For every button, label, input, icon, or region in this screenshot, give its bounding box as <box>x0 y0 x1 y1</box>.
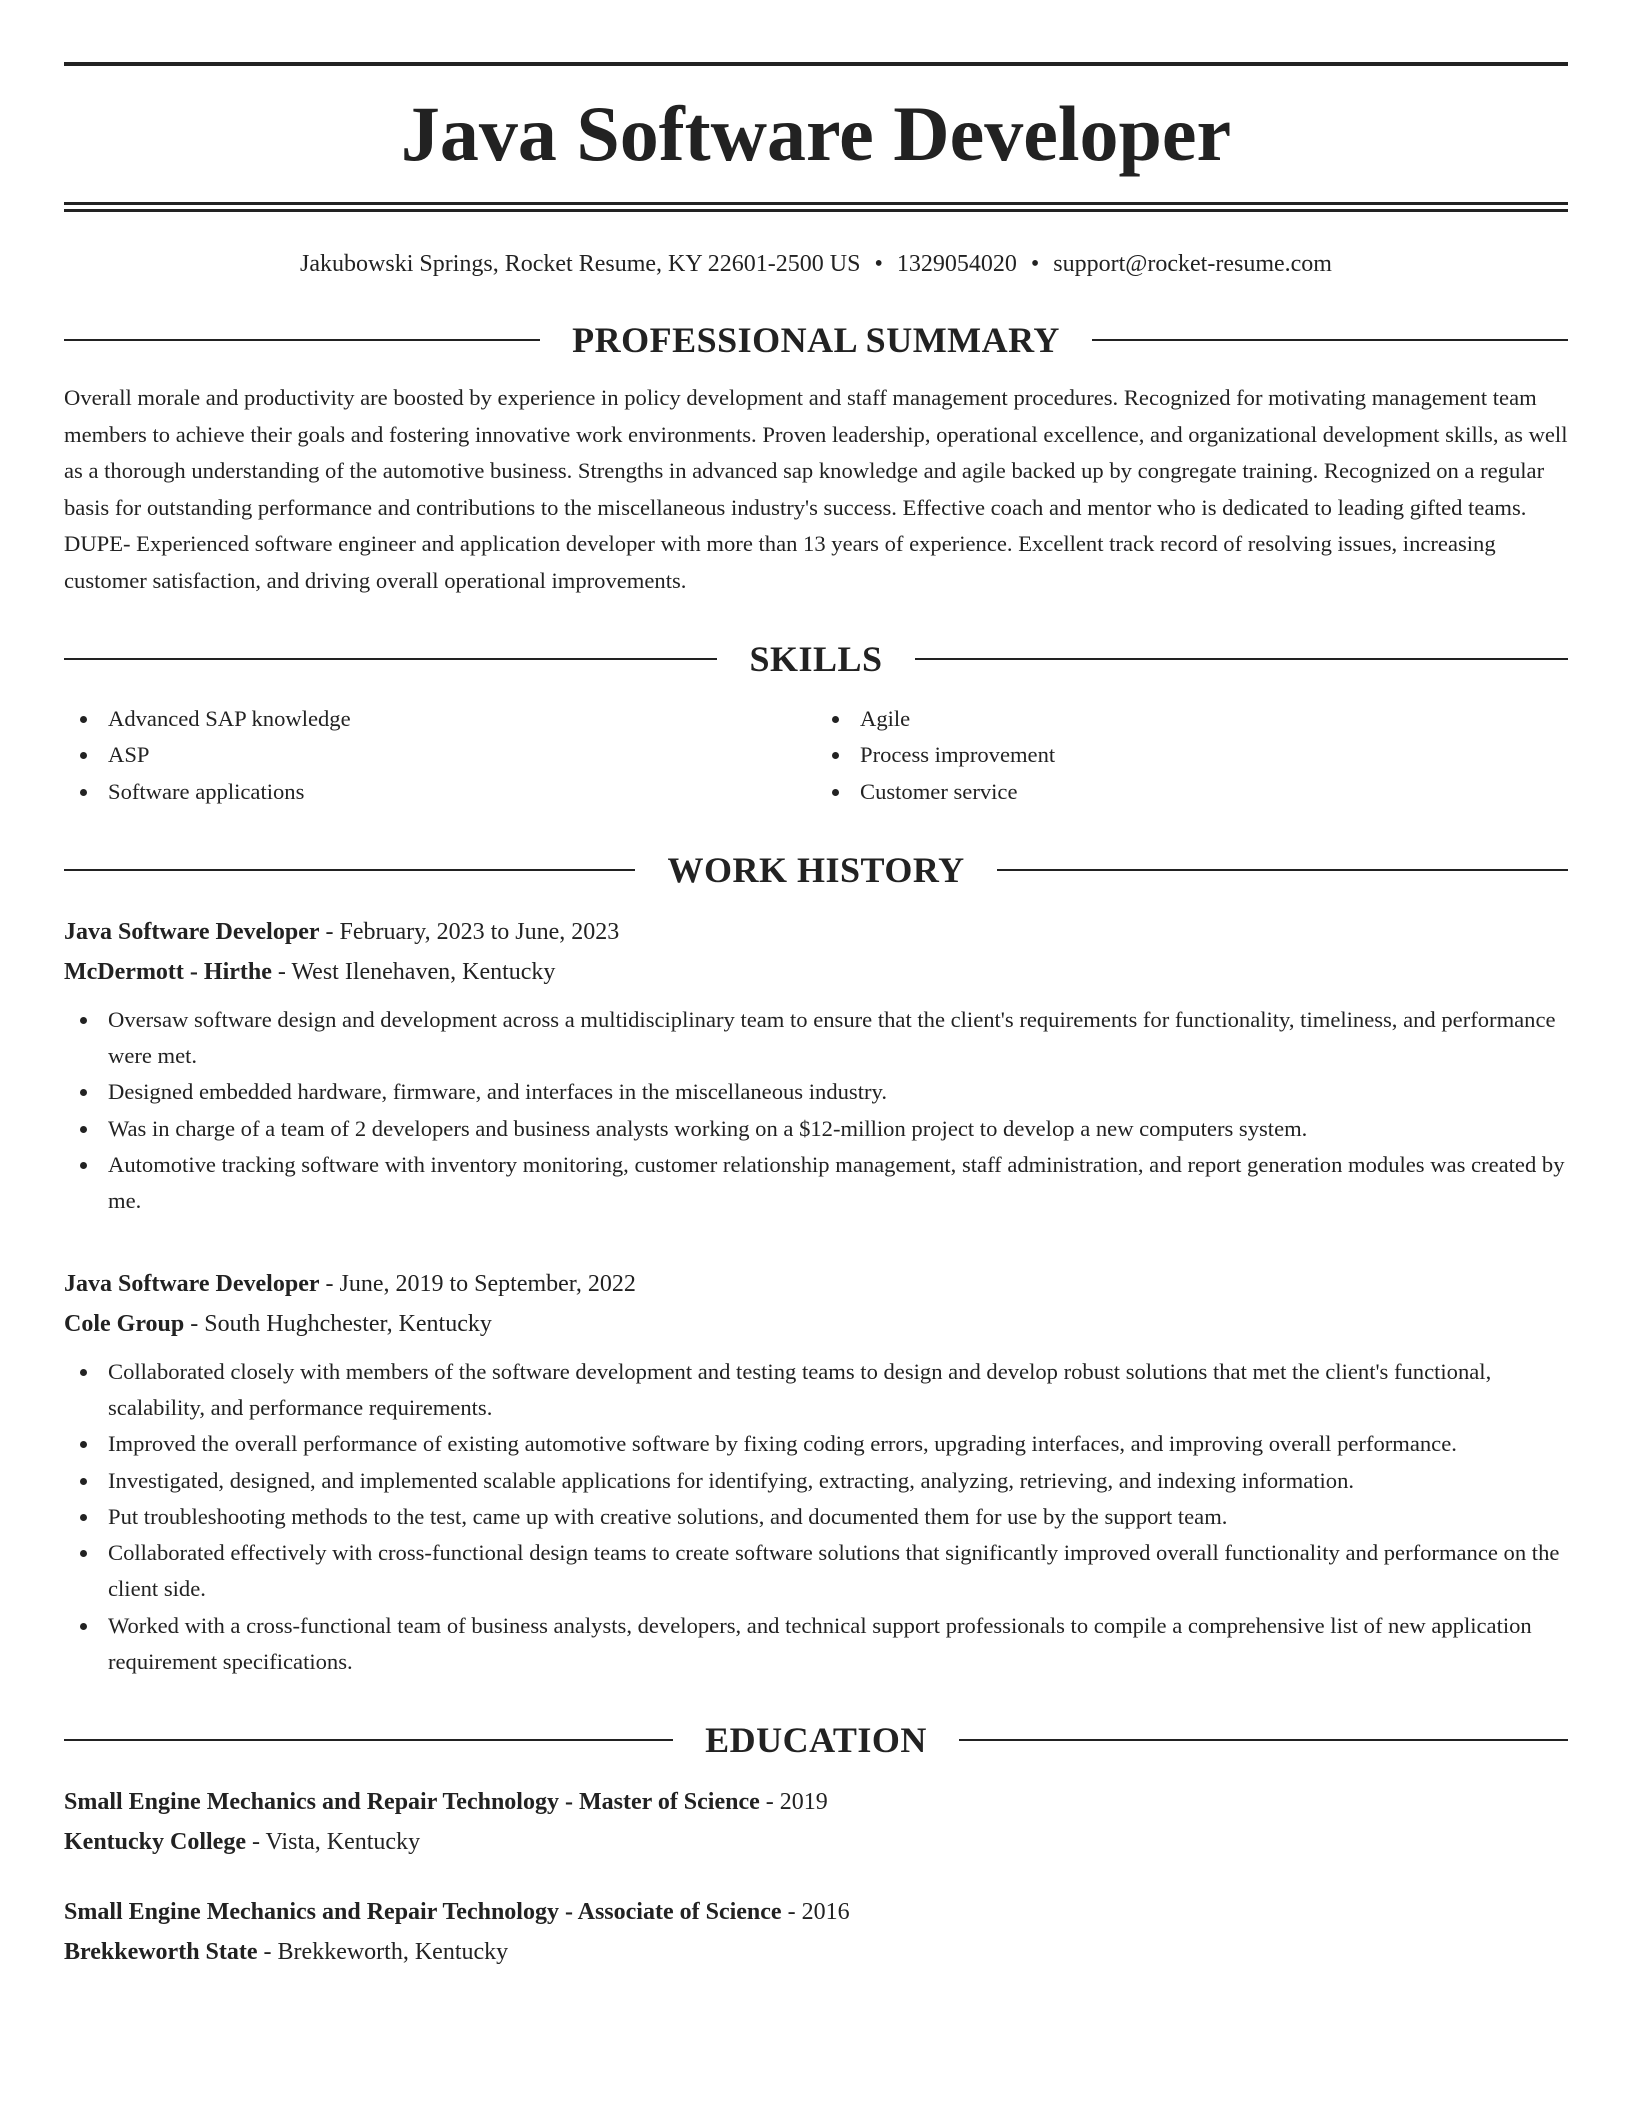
section-title: EDUCATION <box>705 1720 927 1761</box>
skill-item: Agile <box>816 701 1568 737</box>
heading-rule <box>64 1739 673 1741</box>
skill-item: Software applications <box>64 774 816 810</box>
education-year: - 2016 <box>781 1899 850 1926</box>
skill-item: Advanced SAP knowledge <box>64 701 816 737</box>
job-bullet: Designed embedded hardware, firmware, and interfaces in the miscellaneous industry. <box>64 1074 1568 1110</box>
job-company: McDermott - Hirthe <box>64 958 272 985</box>
section-heading-summary <box>64 320 1568 360</box>
resume-page <box>64 62 1568 1972</box>
education-location: - Brekkeworth, Kentucky <box>257 1939 509 1966</box>
section-heading-skills <box>64 639 1568 679</box>
contact-separator: • <box>874 251 883 277</box>
job-role: Java Software Developer <box>64 918 320 945</box>
education-degree: Small Engine Mechanics and Repair Technology - Associate of Science <box>64 1899 782 1926</box>
skills-list <box>64 701 1568 810</box>
job-dates: - June, 2019 to September, 2022 <box>319 1270 636 1297</box>
job-title-line <box>64 912 1568 952</box>
skills-column-left <box>64 701 816 810</box>
heading-rule <box>1092 339 1568 341</box>
job-bullet: Improved the overall performance of existing automotive software by fixing coding errors, upgrading interfaces, and improving overall performance. <box>64 1426 1568 1462</box>
education-entry <box>64 1892 1568 1972</box>
job-bullet: Automotive tracking software with inventory monitoring, customer relationship management, staff administration, and report generation modules was created by me. <box>64 1147 1568 1220</box>
heading-rule <box>64 869 635 871</box>
section-title: PROFESSIONAL SUMMARY <box>572 320 1060 360</box>
job-dates: - February, 2023 to June, 2023 <box>319 918 620 945</box>
heading-rule <box>64 339 540 341</box>
job-bullets <box>64 1002 1568 1220</box>
section-title: WORK HISTORY <box>667 849 965 890</box>
contact-separator: • <box>1030 251 1040 277</box>
skill-item: Process improvement <box>816 737 1568 773</box>
contact-address: Jakubowski Springs, Rocket Resume, KY 22601-2500 US <box>300 251 861 277</box>
job-entry <box>64 912 1568 1220</box>
education-school: Brekkeworth State <box>64 1939 258 1966</box>
resume-name: Java Software Developer <box>400 90 1232 177</box>
job-company-line <box>64 952 1568 992</box>
education-year: - 2019 <box>759 1789 828 1816</box>
education-school: Kentucky College <box>64 1829 246 1856</box>
job-location: - South Hughchester, Kentucky <box>184 1310 492 1337</box>
job-entry <box>64 1264 1568 1681</box>
job-bullet: Collaborated closely with members of the software development and testing teams to design and develop robust solutions that met the client's functional, scalability, and performance requirements. <box>64 1354 1568 1427</box>
education-degree: Small Engine Mechanics and Repair Technology - Master of Science <box>64 1789 760 1816</box>
heading-rule <box>915 658 1568 660</box>
education-location: - Vista, Kentucky <box>245 1829 421 1856</box>
section-heading-work <box>64 850 1568 890</box>
skill-item: Customer service <box>816 774 1568 810</box>
contact-line <box>64 248 1568 280</box>
education-entry <box>64 1782 1568 1862</box>
job-company-line <box>64 1304 1568 1344</box>
skills-column-right <box>816 701 1568 810</box>
job-role: Java Software Developer <box>64 1270 320 1297</box>
skill-item: ASP <box>64 737 816 773</box>
job-bullets <box>64 1354 1568 1681</box>
job-bullet: Oversaw software design and development across a multidisciplinary team to ensure that the client's requirements for functionality, timeliness, and performance were met. <box>64 1002 1568 1075</box>
job-title-line <box>64 1264 1568 1304</box>
job-bullet: Investigated, designed, and implemented scalable applications for identifying, extracting, analyzing, retrieving, and indexing information. <box>64 1463 1568 1499</box>
education-school-line <box>64 1932 1568 1972</box>
job-bullet: Collaborated effectively with cross-functional design teams to create software solutions that significantly improved overall functionality and performance on the client side. <box>64 1535 1568 1608</box>
section-title: SKILLS <box>749 639 883 679</box>
job-company: Cole Group <box>64 1310 185 1337</box>
education-school-line <box>64 1822 1568 1862</box>
header-double-rule <box>64 202 1568 212</box>
contact-email: support@rocket-resume.com <box>1053 251 1332 277</box>
section-heading-education <box>64 1720 1568 1760</box>
heading-rule <box>997 869 1568 871</box>
summary-text: Overall morale and productivity are boosted by experience in policy development and staff management procedures. Recognized for motivating management team members to achieve their goals and fostering innovative work environments. Proven leadership, operational excellence, and organizational development skills, as well as a thorough understanding of the automotive business. Strengths in advanced sap knowledge and agile backed up by congregate training. Recognized on a regular basis for outstanding performance and contributions to the miscellaneous industry's success. Effective coach and mentor who is dedicated to leading gifted teams. DUPE- Experienced software engineer and application developer with more than 13 years of experience. Excellent track record of resolving issues, increasing customer satisfaction, and driving overall operational improvements. <box>64 385 1568 593</box>
education-degree-line <box>64 1782 1568 1822</box>
job-location: - West Ilenehaven, Kentucky <box>271 958 556 985</box>
heading-rule <box>959 1739 1568 1741</box>
job-bullet: Was in charge of a team of 2 developers and business analysts working on a $12-million project to develop a new computers system. <box>64 1111 1568 1147</box>
heading-rule <box>64 658 717 660</box>
education-degree-line <box>64 1892 1568 1932</box>
job-bullet: Worked with a cross-functional team of business analysts, developers, and technical support professionals to compile a comprehensive list of new application requirement specifications. <box>64 1608 1568 1681</box>
contact-phone: 1329054020 <box>896 251 1017 277</box>
job-bullet: Put troubleshooting methods to the test, came up with creative solutions, and documented them for use by the support team. <box>64 1499 1568 1535</box>
